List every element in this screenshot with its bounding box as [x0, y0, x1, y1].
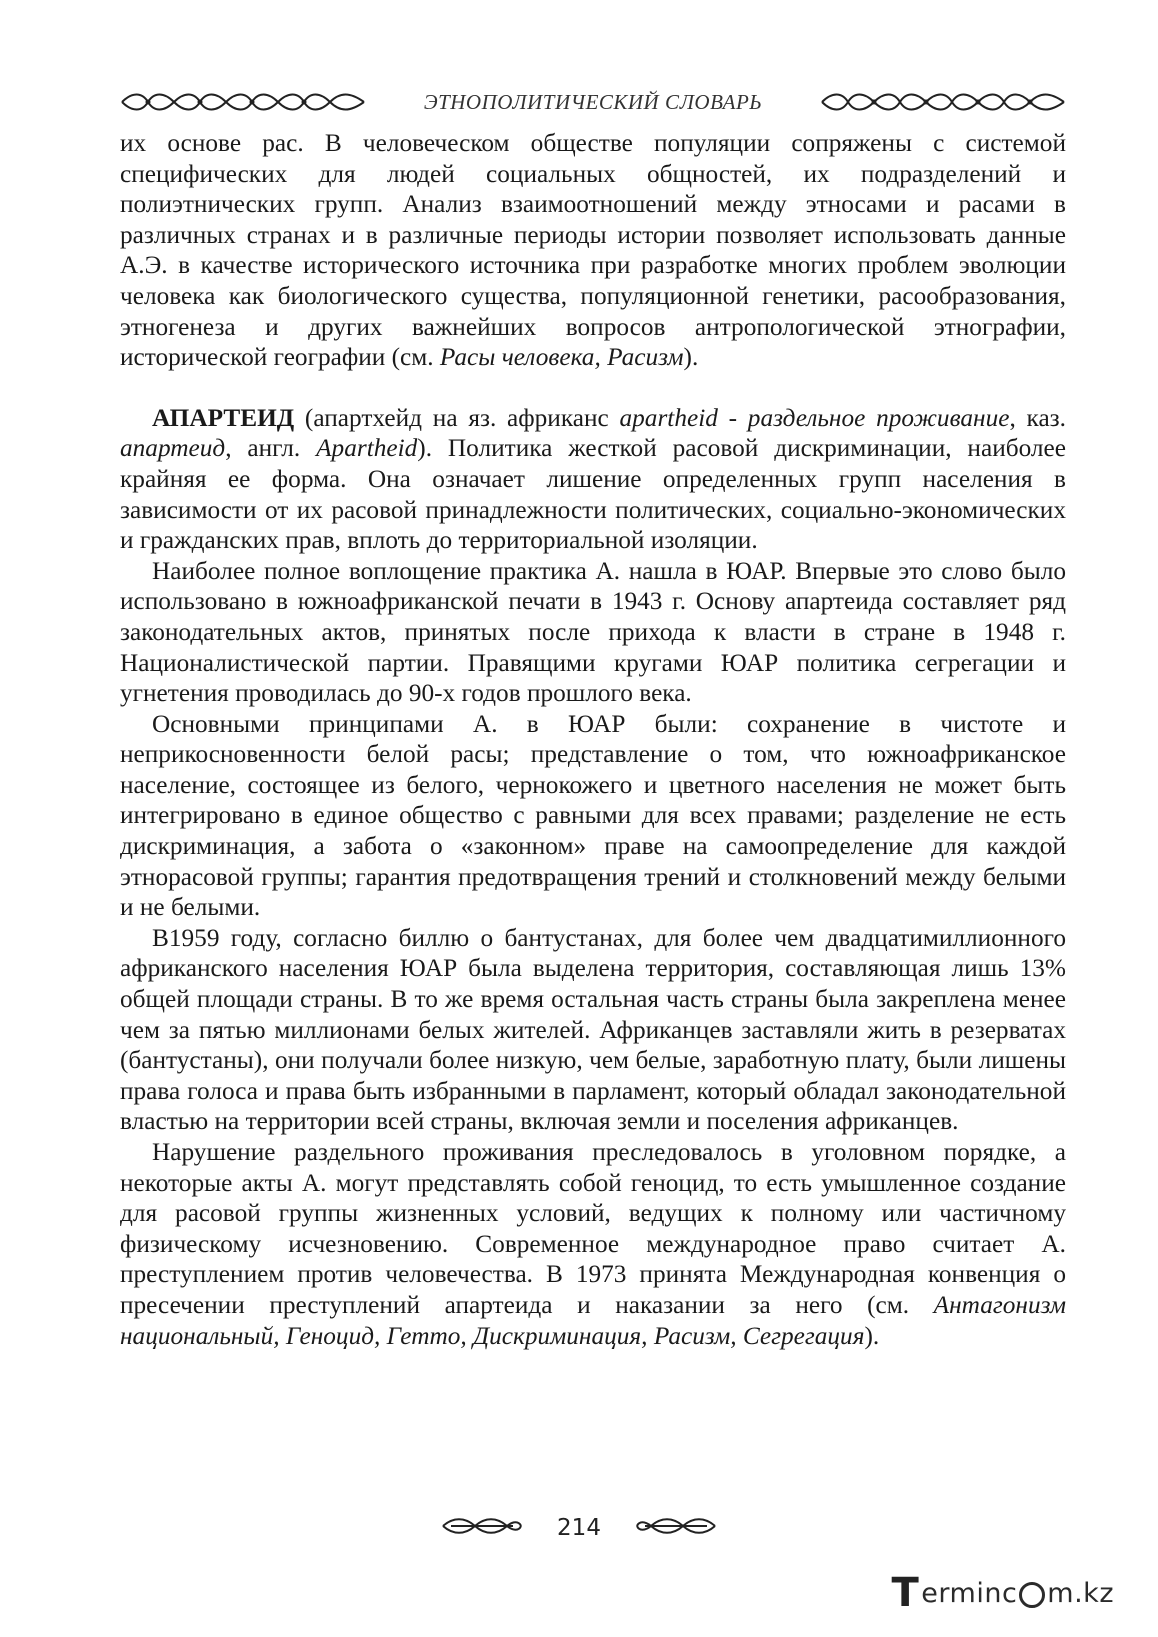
body-paragraph: Наиболее полное воплощение практика А. нашла в ЮАР. Впервые это слово было использовано в южноафриканской печати в 1943 г. Основу апартеида составляет ряд законодательных актов, принятых после прихода к власти в стране в 1948 г. Националистической партии. Правящими кругами ЮАР политика сегрегации и угнетения проводилась до 90-х годов прошлого века. — [120, 556, 1066, 708]
page-footer — [0, 1510, 1158, 1546]
watermark-part2: m.kz — [1047, 1577, 1114, 1609]
ornament-right-icon — [818, 91, 1068, 113]
watermark-prefix: T — [891, 1570, 920, 1616]
watermark-logo — [891, 1567, 1114, 1619]
watermark-part1: ermin — [921, 1577, 1002, 1609]
entry-apartheid: АПАРТЕИД (апартхейд на яз. африканс apartheid - раздельное проживание, каз. апартеид, англ. Apartheid). Политика жесткой расовой дискриминации, наиболее крайняя ее форма. Она означает лишение определенных групп населения в зависимости от их расовой принадлежности политических, социально-экономических и гражданских прав, вплоть до территориальной изоляции. — [120, 403, 1066, 555]
continuation-paragraph: их основе рас. В человеческом обществе популяции сопряжены с системой специфических для людей социальных общностей, их подразделений и полиэтнических групп. Анализ взаимоотношений между этносами и расами в различных странах и в различные периоды истории позволяет использовать данные А.Э. в качестве исторического источника при разработке многих проблем эволюции человека как биологического существа, популяционной генетики, расообразования, этногенеза и других важнейших вопросов антропологической этнографии, исторической географии (см. Расы человека, Расизм). — [120, 129, 1066, 372]
watermark-ring-icon — [1019, 1582, 1045, 1608]
flourish-left-icon — [441, 1515, 523, 1542]
page-header-title: ЭТНОПОЛИТИЧЕСКИЙ СЛОВАРЬ — [423, 89, 763, 114]
watermark-letter-c: c — [1001, 1577, 1018, 1609]
entry-term: АПАРТЕИД — [152, 403, 295, 432]
running-header — [118, 84, 1068, 120]
body-paragraph: Основными принципами А. в ЮАР были: сохранение в чистоте и неприкосновенности белой расы; представление о том, что южноафриканское население, состоящее из белого, чернокожего и цветного населения не может быть интегрировано в единое общество с равными для всех правами; разделение не есть дискриминация, а забота о «законном» праве на самоопределение для каждой этнорасовой группы; гарантия предотвращения трений и столкновений между белыми и не белыми. — [120, 709, 1066, 922]
body-paragraph: В1959 году, согласно биллю о бантустанах, для более чем двадцатимиллионного африканского населения ЮАР была выделена территория, составляющая лишь 13% общей площади страны. В то же время остальная часть страны была закреплена менее чем за пятью миллионами белых жителей. Африканцев заставляли жить в резерватах (бантустаны), они получали более низкую, чем белые, заработную плату, были лишены права голоса и права быть избранными в парламент, который обладал законодательной властью на территории всей страны, включая земли и поселения африканцев. — [120, 923, 1066, 1136]
page-number: 214 — [557, 1515, 601, 1541]
cross-reference: Расы человека, Расизм — [439, 343, 684, 372]
body-paragraph: Нарушение раздельного проживания преследовалось в уголовном порядке, а некоторые акты А. могут представлять собой геноцид, то есть умышленное создание для расовой группы жизненных условий, ведущих к полному или частичному физическому исчезновению. Современное международное право считает А. преступлением против человечества. В 1973 принята Международная конвенция о пресечении преступлений апартеида и наказании за него (см. Антагонизм национальный, Геноцид, Гетто, Дискриминация, Расизм, Сегрегация). — [120, 1138, 1066, 1350]
page-body — [120, 128, 1066, 1351]
ornament-left-icon — [118, 91, 368, 113]
flourish-right-icon — [635, 1515, 717, 1542]
cross-reference: Антагонизм национальный, Геноцид, Гетто, Дискриминация, Расизм, Сегрегация — [120, 1290, 1066, 1350]
